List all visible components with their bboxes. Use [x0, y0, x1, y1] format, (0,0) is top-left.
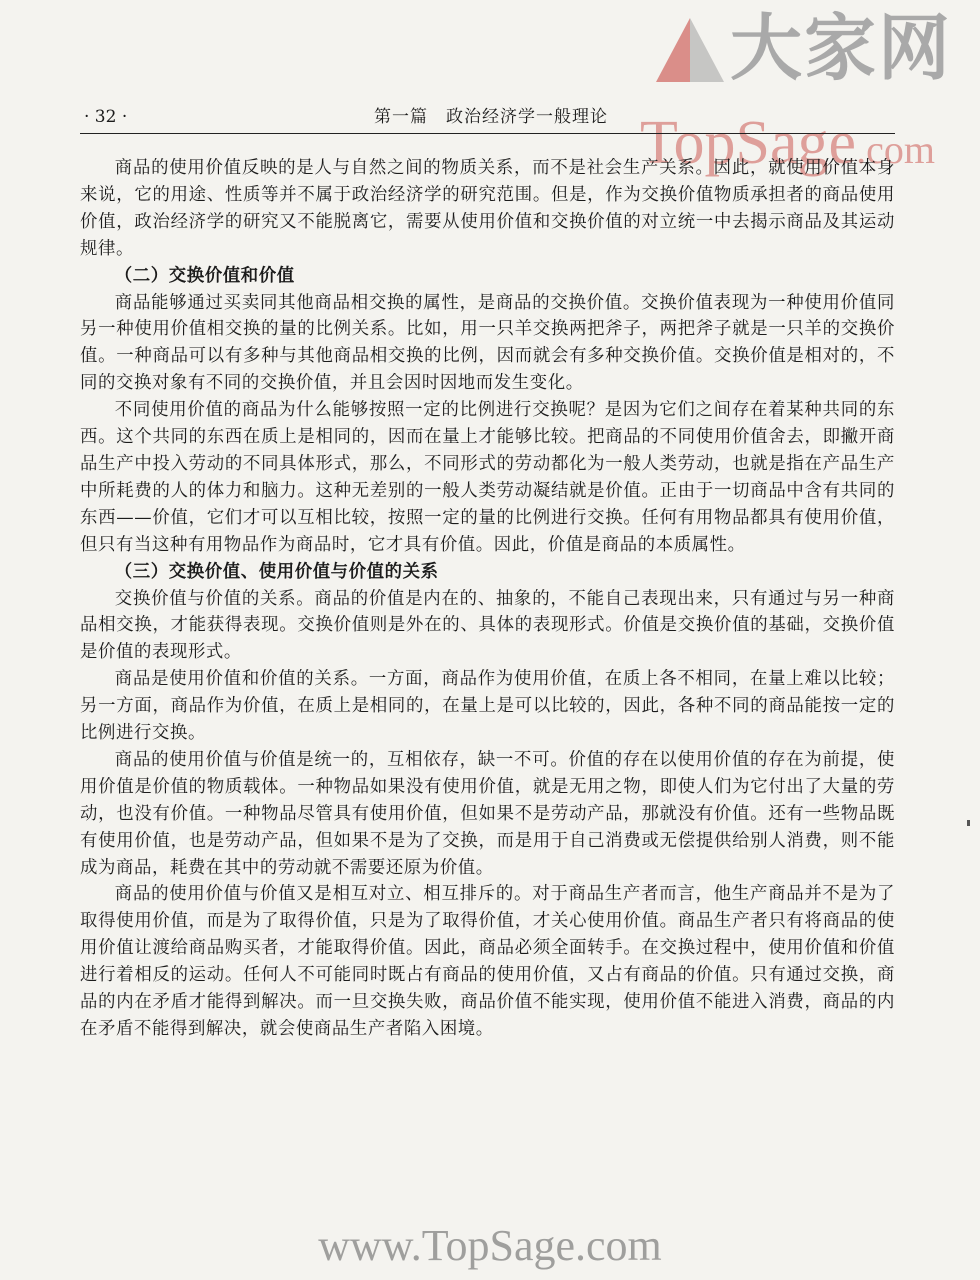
paragraph: 商品能够通过买卖同其他商品相交换的属性，是商品的交换价值。交换价值表现为一种使用价值同另一种使用价值相交换的量的比例关系。比如，用一只羊交换两把斧子，两把斧子就是一只羊的交换价值。一种商品可以有多种与其他商品相交换的比例，因而就会有多种交换价值。交换价值是相对的，不同的交换对象有不同的交换价值，并且会因时因地而发生变化。 — [80, 292, 895, 394]
watermark-brand: TopSage — [640, 109, 857, 177]
section-heading: （三）交换价值、使用价值与价值的关系 — [114, 561, 439, 582]
paragraph: 商品的使用价值与价值又是相互对立、相互排斥的。对于商品生产者而言，他生产商品并不是为了取得使用价值，而是为了取得价值，只是为了取得价值，才关心使用价值。商品生产者只有将商品的使用价值让渡给商品购买者，才能取得价值。因此，商品必须全面转手。在交换过程中，使用价值和价值进行着相反的运动。任何人不可能同时既占有商品的使用价值，又占有商品的价值。只有通过交换，商品的内在矛盾才能得到解决。而一旦交换失败，商品价值不能实现，使用价值不能进入消费，商品的内在矛盾不能得到解决，就会使商品生产者陷入困境。 — [80, 884, 895, 1039]
scan-edge-mark — [967, 820, 970, 826]
topsage-logo-icon — [650, 10, 730, 90]
chapter-title: 第一篇 政治经济学一般理论 — [374, 107, 608, 127]
watermark-domain-suffix: .com — [856, 127, 935, 172]
page-number: · 32 · — [84, 107, 128, 127]
paragraph: 商品的使用价值反映的是人与自然之间的物质关系，而不是社会生产关系。因此，就使用价值本身来说，它的用途、性质等并不属于政治经济学的研究范围。但是，作为交换价值物质承担者的商品使用价值，政治经济学的研究又不能脱离它，需要从使用价值和交换价值的对立统一中去揭示商品及其运动规律。 — [80, 158, 895, 259]
watermark-chinese-text: 大家网 — [730, 6, 953, 90]
footer-watermark-url: www.TopSage.com — [318, 1221, 662, 1270]
paragraph: 商品是使用价值和价值的关系。一方面，商品作为使用价值，在质上各不相同，在量上难以比较；另一方面，商品作为价值，在质上是相同的，在量上是可以比较的，因此，各种不同的商品能按一定的比例进行交换。 — [80, 669, 895, 744]
paragraph: 交换价值与价值的关系。商品的价值是内在的、抽象的，不能自己表现出来，只有通过与另一种商品相交换，才能获得表现。交换价值则是外在的、具体的表现形式。价值是交换价值的基础，交换价值是价值的表现形式。 — [80, 588, 895, 663]
section-heading: （二）交换价值和价值 — [114, 265, 295, 286]
paragraph: 商品的使用价值与价值是统一的，互相依存，缺一不可。价值的存在以使用价值的存在为前提，使用价值是价值的物质载体。一种物品如果没有使用价值，就是无用之物，即使人们为它付出了大量的劳动，也没有价值。一种物品尽管具有使用价值，但如果不是劳动产品，那就没有价值。还有一些物品既有使用价值，也是劳动产品，但如果不是为了交换，而是用于自己消费或无偿提供给别人消费，则不能成为商品，耗费在其中的劳动就不需要还原为价值。 — [80, 749, 895, 878]
paragraph: 不同使用价值的商品为什么能够按照一定的比例进行交换呢？是因为它们之间存在着某种共同的东西。这个共同的东西在质上是相同的，因而在量上才能够比较。把商品的不同使用价值舍去，即撇开商品生产中投入劳动的不同具体形式，那么，不同形式的劳动都化为一般人类劳动，也就是指在产品生产中所耗费的人的体力和脑力。这种无差别的一般人类劳动凝结就是价值。正由于一切商品中含有共同的东西——价值，它们才可以互相比较，按照一定的量的比例进行交换。任何有用物品都具有使用价值，但只有当这种有用物品作为商品时，它才具有价值。因此，价值是商品的本质属性。 — [80, 400, 895, 555]
page-body — [80, 155, 895, 1043]
running-header — [84, 104, 892, 130]
header-rule — [80, 133, 895, 134]
